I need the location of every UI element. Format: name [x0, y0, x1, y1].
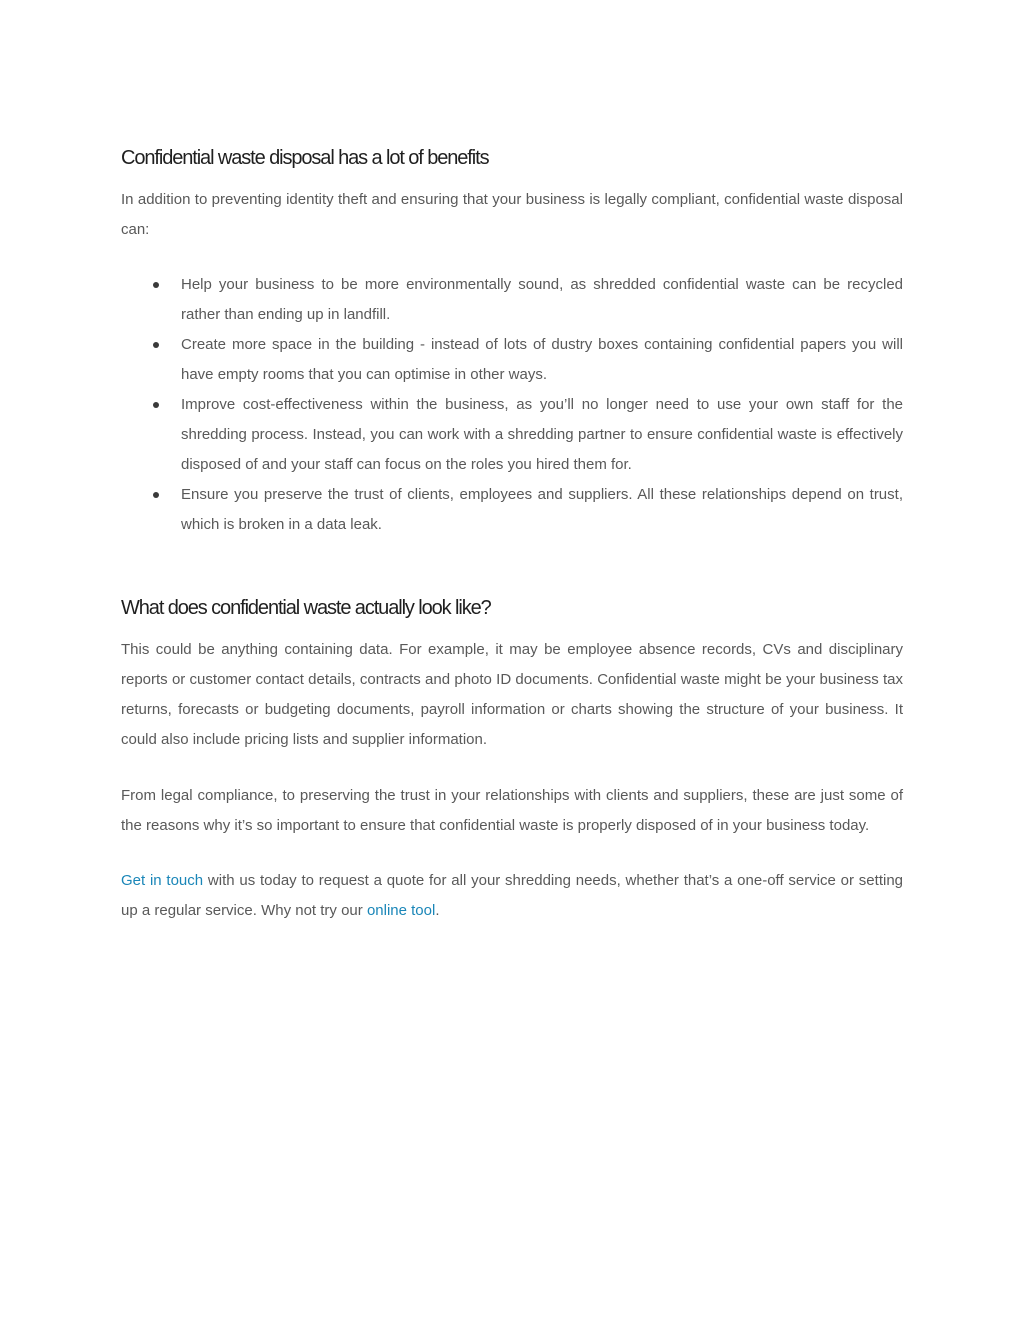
- cta-period: .: [435, 902, 440, 919]
- benefit-item-trust: Ensure you preserve the trust of clients, employees and suppliers. All these relationships depend on trust, which is broken in a data leak.: [181, 480, 903, 540]
- benefit-item-environment: Help your business to be more environmentally sound, as shredded confidential waste can be recycled rather than ending up in landfill.: [181, 270, 903, 330]
- legal-paragraph: From legal compliance, to preserving the trust in your relationships with clients and suppliers, these are just some of the reasons why it’s so important to ensure that confidential waste is properly disposed of in your business today.: [121, 787, 903, 834]
- section-heading-benefits: Confidential waste disposal has a lot of benefits: [121, 147, 489, 169]
- cta-text: with us today to request a quote for all your shredding needs, whether that’s a one-off service or setting up a regular service. Why not try our: [121, 872, 903, 919]
- online-tool-link[interactable]: online tool: [366, 902, 436, 919]
- intro-paragraph: In addition to preventing identity theft and ensuring that your business is legally compliant, confidential waste disposal can:: [121, 191, 903, 238]
- benefits-list: [121, 270, 903, 540]
- benefit-item-space: Create more space in the building - instead of lots of dustry boxes containing confidential papers you will have empty rooms that you can optimise in other ways.: [181, 330, 903, 390]
- cta-paragraph: [121, 866, 903, 926]
- get-in-touch-link[interactable]: Get in touch: [121, 872, 204, 889]
- benefit-item-cost: Improve cost-effectiveness within the business, as you’ll no longer need to use your own staff for the shredding process. Instead, you can work with a shredding partner to ensure confidential waste is effectively disposed of and your staff can focus on the roles you hired them for.: [181, 390, 903, 480]
- section-heading-what: What does confidential waste actually look like?: [121, 597, 491, 619]
- document-page: [121, 140, 903, 926]
- what-paragraph: This could be anything containing data. For example, it may be employee absence records, CVs and disciplinary reports or customer contact details, contracts and photo ID documents. Confidential waste might be your business tax returns, forecasts or budgeting documents, payroll information or charts showing the structure of your business. It could also include pricing lists and supplier information.: [121, 641, 903, 748]
